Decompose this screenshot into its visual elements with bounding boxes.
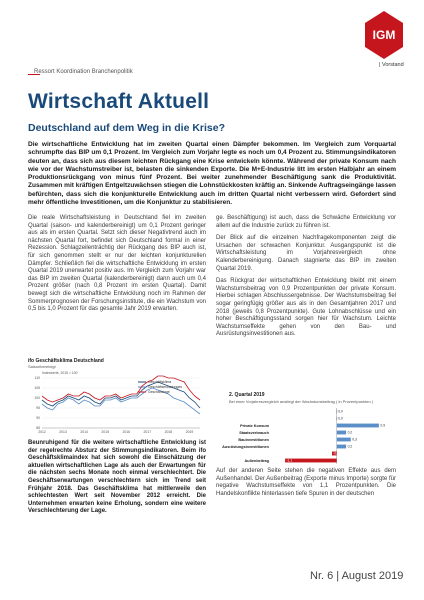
chart2-subtitle: Bei einer Vorjahresvergleich anstiegt der Wachstumsbeitrag ( in Prozentpunkten ) xyxy=(229,399,374,404)
chart1-series-line xyxy=(42,388,200,414)
chart2-bar xyxy=(337,431,346,435)
chart1-x-tick: 2012 xyxy=(38,430,46,434)
chart2-value-label: -0,1 xyxy=(333,451,340,456)
chart1-x-tick: 2014 xyxy=(80,430,88,434)
chart1-subtitle: Saisonbereinigt xyxy=(28,364,56,369)
body-paragraph: Die reale Wirtschaftsleistung in Deutschland fiel im zweiten Quartal (saison- und kalenderbereinigt) um 0,1 Prozent geringer aus als im ersten Quartal. Setzt sich dieser Negativtrend auch im nächsten Quartal fort, befindet sich Deutschland formal in einer Rezession. Schlagzeilenträchtig der Rückgang des BIP auch ist, für sich genommen stellt er nur der leichten konjunkturellen Dämpfer. Schließlich fiel die wirtschaftliche Entwicklung im ersten Quartal 2019 unerwartet positiv aus. Im Vergleich zum Vorjahr war das BIP im zweiten Quartal (kalenderbereinigt) dann auch um 0,4 Prozent größer (nach 0,8 Prozent im ersten Quartal). Damit bewegt sich die wirtschaftliche Entwicklung noch im Rahmen der Sommerprognosen der Forschungsinstitute, die ein Wachstum von 0,5 bis 1,0 Prozent für das gesamte Jahr 2019 erwarten. xyxy=(28,215,206,313)
chart2-value-label: -1,1 xyxy=(286,458,293,463)
chart1-legend-label: Geschäftslage xyxy=(148,390,170,395)
chart1-y-label: Indexwerte, 2015 = 100 xyxy=(42,371,78,375)
chart2-bar xyxy=(337,424,379,428)
body-paragraph-bold: Beunruhigend für die weitere wirtschaftliche Entwicklung ist der regelrechte Absturz der Stimmungsindikatoren. Beim ifo Geschäftsklimaindex hat sich sowohl die Einschätzung der aktuellen wirtschaftlichen Lage als auch der Erwartungen für die nächsten sechs Monate noch einmal verschlechtert. Die Geschäftserwartungen verschlechtern sich im Trend seit Frühjahr 2018. Das Geschäftsklima hat mittlerweile den schlechtesten Wert seit November 2012 erreicht. Die Unternehmen erwarten keine Erholung, sondern eine weitere Verschlechterung der Lage. xyxy=(28,440,206,515)
chart2-bar xyxy=(285,459,337,463)
chart2-title: 2. Quartal 2019 xyxy=(229,392,265,398)
chart1-y-tick: 85 xyxy=(36,426,40,431)
chart2-value-label: 0,2 xyxy=(347,430,353,435)
chart1-legend-label: Geschäftserwartungen xyxy=(148,385,183,390)
chart2-value-label: 0,9 xyxy=(380,423,386,428)
body-paragraph: ge. Beschäftigung) ist auch, dass die Schwäche Entwicklung vor allem auf die Industrie zurück zu führen ist. xyxy=(216,215,396,229)
lead-paragraph: Die wirtschaftliche Entwicklung hat im zweiten Quartal einen Dämpfer bekommen. Im Vergleich zum Vorquartal schrumpfte das BIP um 0,1 Prozent. Im Vergleich zum Vorjahr legte es noch um 0,4 Prozent zu. Stimmungsindikatoren deuten an, dass sich aus diesem leichten Rückgang eine Krise entwickeln könnte. Während der private Konsum nach wie vor der Wachstumstreiber ist, belasten die sinkenden Exporte. Die M+E-Industrie litt im ersten Halbjahr an einem Produktionsrückgang von minus fünf Prozent. Bei weiter zunehmender Beschäftigung sank die Produktivität. Zusammen mit kräftigen Entgeltzuwächsen stiegen die Lohnstückkosten kräftig an. Sinkende Auftragseingänge lassen befürchten, dass sich die konjunkturelle Entwicklung auch im dritten Quartal nicht verbessern wird. Gefordert sind mehr öffentliche Investitionen, um die Konjunktur zu stabilisieren. xyxy=(28,141,396,207)
body-column-right-top xyxy=(216,215,396,344)
ifo-line-chart xyxy=(28,370,206,438)
chart2-value-label: 0,2 xyxy=(347,444,353,449)
chart1-x-tick: 2016 xyxy=(122,430,131,434)
chart1-title: ifo Geschäftsklima Deutschland xyxy=(28,358,104,364)
chart2-value-label: 0,3 xyxy=(352,437,357,442)
chart2-category-label: Bauinvestitionen xyxy=(238,437,269,442)
chart1-y-tick: 95 xyxy=(36,406,40,411)
chart2-bar xyxy=(337,438,351,442)
chart1-x-tick: 2017 xyxy=(143,430,152,434)
body-column-left-bottom xyxy=(28,440,206,521)
chart1-x-tick: 2013 xyxy=(59,430,67,434)
org-sublabel: | Vorstand xyxy=(379,62,404,68)
issue-number: Nr. 6 | August 2019 xyxy=(310,570,404,582)
article-subtitle: Deutschland auf dem Weg in die Krise? xyxy=(28,122,226,134)
body-paragraph: Das Rückgrat der wirtschaftlichen Entwicklung bleibt mit einem Wachstumsbeitrag von 0,9 Prozentpunkten der private Konsum. Hierbei schlagen Abschlussergebnisse. Der Wachstumsbeitrag fiel sogar geringfügig größer aus als in den Gesamtjahren 2017 und 2018 (jeweils 0,8 Prozentpunkte). Gute Lohnabschlüsse und ein hoher Beschäftigungsstand sorgen hier für Wachstum. Leichte Wachstumseffekte gehen von den Bau- und Ausrüstungsinvestitionen aus. xyxy=(216,278,396,338)
chart2-value-label: 0,0 xyxy=(338,409,343,414)
ig-metall-logo xyxy=(363,10,405,60)
chart2-category-label: Außenbeitrag xyxy=(244,458,269,463)
chart1-y-tick: 110 xyxy=(34,376,40,381)
chart2-category-label: Ausrüstungsinvestitionen xyxy=(222,444,269,449)
svg-text:IGM: IGM xyxy=(372,28,396,42)
chart1-x-tick: 2019 xyxy=(185,430,194,434)
chart2-category-label: Private Konsum xyxy=(240,423,269,428)
body-paragraph: Auf der anderen Seite stehen die negativen Effekte aus dem Außenhandel. Der Außenbeitrag (Exporte minus Importe) sorgte für negative Wachstumseffekte von 1,1 Prozentpunkten. Die Handelskonflikte hinterlassen tiefe Spuren in der deutschen xyxy=(216,468,396,497)
chart1-x-tick: 2018 xyxy=(164,430,173,434)
ressort-label: Ressort Koordination Branchenpolitik xyxy=(34,69,133,75)
chart1-y-tick: 100 xyxy=(34,396,40,401)
body-paragraph: Der Blick auf die einzelnen Nachfragekomponenten zeigt die Ursachen der schwachen Konjunktur. Ausgangspunkt ist die Wirtschaftsleistung im Vorjahresvergleich ohne Kalenderbereinigung. Danach stagnierte das BIP im zweiten Quartal 2019. xyxy=(216,235,396,272)
page-title: Wirtschaft Aktuell xyxy=(28,90,210,113)
growth-contribution-bar-chart xyxy=(222,404,397,466)
chart1-y-tick: 105 xyxy=(34,386,40,391)
chart1-y-tick: 90 xyxy=(36,416,40,421)
chart1-legend-label: Geschäftsklima xyxy=(148,380,172,385)
chart2-value-label: 0,0 xyxy=(338,416,343,421)
chart2-bar xyxy=(337,445,346,449)
body-column-right-bottom xyxy=(216,468,396,503)
body-column-left-top xyxy=(28,215,206,319)
chart1-x-tick: 2015 xyxy=(101,430,109,434)
chart2-category-label: Staatsverbrauch xyxy=(239,430,269,435)
